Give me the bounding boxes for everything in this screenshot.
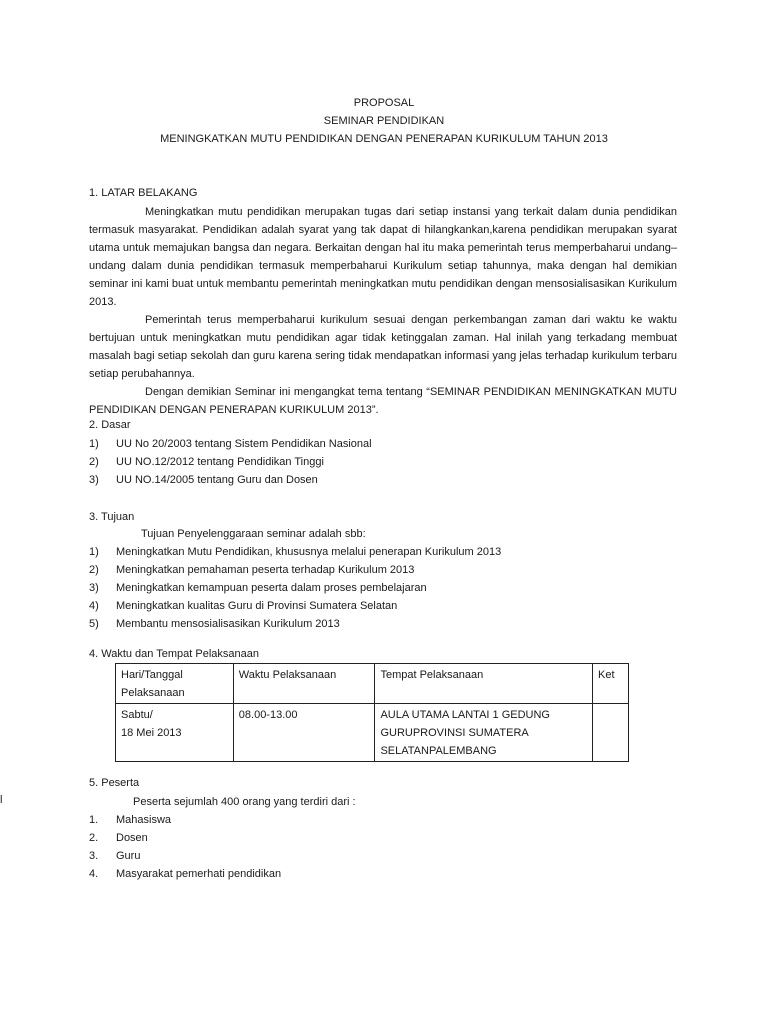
list-number: 5): [89, 618, 99, 630]
list-text: UU NO.12/2012 tentang Pendidikan Tinggi: [116, 456, 324, 468]
list-number: 4.: [89, 868, 99, 880]
header-cell-waktu: Waktu Pelaksanaan: [233, 664, 375, 704]
header-cell-hari-tanggal: Hari/Tanggal Pelaksanaan: [116, 664, 234, 704]
cell-place-line3: SELATANPALEMBANG: [380, 745, 497, 757]
list-number: 1.: [89, 814, 99, 826]
list-number: 3.: [89, 850, 99, 862]
list-text: Meningkatkan kemampuan peserta dalam proses pembelajaran: [116, 582, 427, 594]
table-row: [116, 704, 629, 762]
cell-time: 08.00-13.00: [233, 704, 375, 762]
header-cell-ket: Ket: [593, 664, 629, 704]
paragraph-2: [89, 311, 677, 383]
doc-title-seminar: SEMINAR PENDIDIKAN: [323, 115, 445, 127]
cell-day-text: Sabtu/: [121, 709, 153, 721]
cell-place-line2: GURUPROVINSI SUMATERA: [380, 727, 529, 739]
list-number: 3): [89, 582, 99, 594]
cell-place: [375, 704, 593, 762]
section-heading-waktu-tempat: 4. Waktu dan Tempat Pelaksanaan: [89, 648, 259, 660]
list-text: Guru: [116, 850, 141, 862]
list-number: 2.: [89, 832, 99, 844]
cell-ket: [593, 704, 629, 762]
paragraph-1: [89, 203, 677, 311]
paragraph-3: [89, 383, 677, 419]
stray-mark: l: [0, 794, 3, 806]
cell-date-text: 18 Mei 2013: [121, 727, 182, 739]
list-text: UU No 20/2003 tentang Sistem Pendidikan Nasional: [116, 438, 372, 450]
list-text: Masyarakat pemerhati pendidikan: [116, 868, 282, 880]
list-text: Mahasiswa: [116, 814, 172, 826]
peserta-intro: Peserta sejumlah 400 orang yang terdiri dari :: [133, 796, 356, 808]
list-number: 2): [89, 564, 99, 576]
list-number: 3): [89, 474, 99, 486]
list-text: UU NO.14/2005 tentang Guru dan Dosen: [116, 474, 318, 486]
list-number: 2): [89, 456, 99, 468]
paragraph-1-text: Meningkatkan mutu pendidikan merupakan tugas dari setiap instansi yang terkait dalam dunia pendidikan termasuk masyarakat. Pendidikan adalah syarat yang tak dapat di hilangkankan,karena pendidikan merupakan syarat utama untuk memajukan bangsa dan negara. Berkaitan dengan hal itu maka pemerintah terus memperbaharui undang–undang dalam dunia pendidikan termasuk memperbaharui Kurikulum setiap tahunnya, maka dengan hal demikian seminar ini kami buat untuk membantu pemerintah meningkatkan mutu pendidikan dengan mensosialisasikan Kurikulum 2013.: [89, 206, 677, 308]
section-heading-tujuan: 3. Tujuan: [89, 511, 135, 523]
paragraph-3-text: Dengan demikian Seminar ini mengangkat tema tentang “SEMINAR PENDIDIKAN MENINGKATKAN MUTU PENDIDIKAN DENGAN PENERAPAN KURIKULUM 2013”.: [89, 386, 677, 416]
table-header-row: [116, 664, 629, 704]
list-number: 4): [89, 600, 99, 612]
section-heading-latar-belakang: 1. LATAR BELAKANG: [89, 187, 198, 199]
list-text: Meningkatkan kualitas Guru di Provinsi Sumatera Selatan: [116, 600, 398, 612]
paragraph-2-text: Pemerintah terus memperbaharui kurikulum sesuai dengan perkembangan zaman dari waktu ke waktu bertujuan untuk meningkatkan mutu pendidikan agar tidak ketinggalan zaman. Hal inilah yang terkadang membuat masalah bagi setiap sekolah dan guru karena sering tidak mendapatkan informasi yang jelas terhadap kurikulum terbaru setiap perubahannya.: [89, 314, 677, 380]
doc-title-theme: MENINGKATKAN MUTU PENDIDIKAN DENGAN PENERAPAN KURIKULUM TAHUN 2013: [160, 133, 608, 145]
list-text: Meningkatkan Mutu Pendidikan, khususnya melalui penerapan Kurikulum 2013: [116, 546, 502, 558]
list-number: 1): [89, 438, 99, 450]
list-text: Dosen: [116, 832, 148, 844]
schedule-table: [115, 663, 629, 762]
section-heading-dasar: 2. Dasar: [89, 419, 131, 431]
list-text: Meningkatkan pemahaman peserta terhadap Kurikulum 2013: [116, 564, 415, 576]
tujuan-intro: Tujuan Penyelenggaraan seminar adalah sbb:: [141, 528, 366, 540]
list-number: 1): [89, 546, 99, 558]
doc-title-proposal: PROPOSAL: [353, 97, 415, 109]
list-text: Membantu mensosialisasikan Kurikulum 2013: [116, 618, 340, 630]
header-cell-tempat: Tempat Pelaksanaan: [375, 664, 593, 704]
cell-date: [116, 704, 234, 762]
section-heading-peserta: 5. Peserta: [89, 777, 140, 789]
cell-place-line1: AULA UTAMA LANTAI 1 GEDUNG: [380, 709, 550, 721]
